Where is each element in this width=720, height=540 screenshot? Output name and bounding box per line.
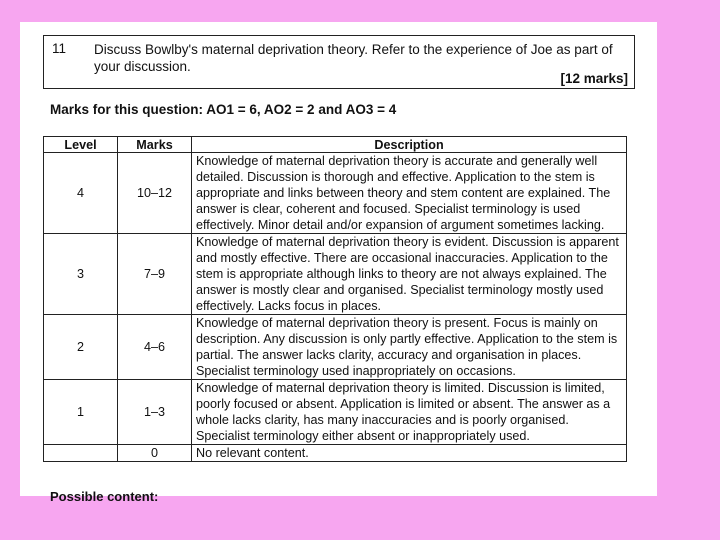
description-cell: Knowledge of maternal deprivation theory is evident. Discussion is apparent and mostly effective. There are occasional inaccuracies. Application to the stem is appropriate although links to theory are not always explained. The answer is mostly clear and organised. Specialist terminology mostly used effectively. Lacks focus in places.	[192, 234, 627, 315]
marks-cell: 4–6	[118, 315, 192, 380]
question-number: 11	[52, 41, 67, 56]
question-box	[43, 35, 635, 89]
level-cell: 1	[44, 380, 118, 445]
document-page	[20, 22, 657, 504]
header-level: Level	[44, 137, 118, 153]
table-row	[44, 153, 627, 234]
mark-scheme-table	[43, 136, 627, 462]
question-text: Discuss Bowlby's maternal deprivation theory. Refer to the experience of Joe as part of your discussion.	[94, 42, 613, 74]
marks-cell: 0	[118, 445, 192, 462]
header-marks: Marks	[118, 137, 192, 153]
header-description: Description	[192, 137, 627, 153]
marks-cell: 10–12	[118, 153, 192, 234]
table-row	[44, 380, 627, 445]
level-cell: 4	[44, 153, 118, 234]
table-header-row	[44, 137, 627, 153]
description-cell: Knowledge of maternal deprivation theory is present. Focus is mainly on description. Any discussion is only partly effective. Application to the stem is partial. The answer lacks clarity, accuracy and organisation in places. Specialist terminology used inappropriately on occasions.	[192, 315, 627, 380]
level-cell	[44, 445, 118, 462]
table-row	[44, 234, 627, 315]
possible-content-heading: Possible content:	[50, 489, 159, 504]
description-cell: No relevant content.	[192, 445, 627, 462]
table-row	[44, 445, 627, 462]
marks-allocation: Marks for this question: AO1 = 6, AO2 = 2 and AO3 = 4	[50, 102, 397, 117]
table-row	[44, 315, 627, 380]
question-marks: [12 marks]	[560, 71, 628, 86]
level-cell: 2	[44, 315, 118, 380]
level-cell: 3	[44, 234, 118, 315]
marks-cell: 1–3	[118, 380, 192, 445]
description-cell: Knowledge of maternal deprivation theory is limited. Discussion is limited, poorly focused or absent. Application is limited or absent. The answer as a whole lacks clarity, has many inaccuracies and is poorly organised. Specialist terminology either absent or inappropriately used.	[192, 380, 627, 445]
marks-cell: 7–9	[118, 234, 192, 315]
description-cell: Knowledge of maternal deprivation theory is accurate and generally well detailed. Discussion is thorough and effective. Application to the stem is appropriate and links between theory and stem content are explained. The answer is clear, coherent and focused. Specialist terminology is used effectively. Minor detail and/or expansion of argument sometimes lacking.	[192, 153, 627, 234]
